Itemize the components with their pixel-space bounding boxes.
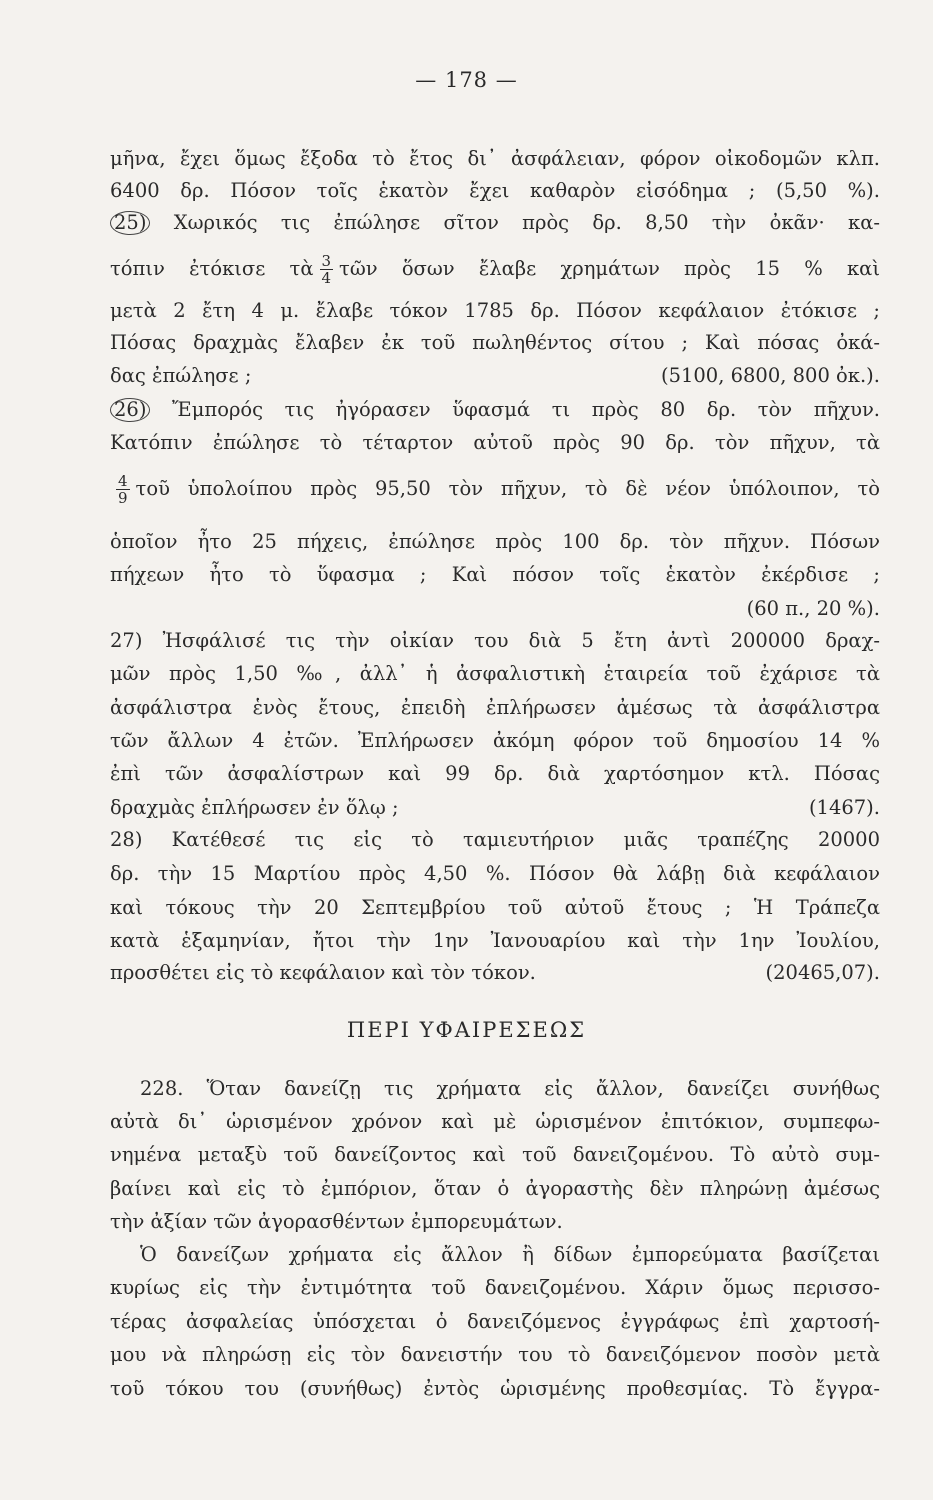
- text-line: αὐτὰ δι᾽ ὡρισμένον χρόνον καὶ μὲ ὡρισμένον ἐπιτόκιον, συμπεφω-: [110, 1110, 880, 1133]
- text-line: προσθέτει εἰς τὸ κεφάλαιον καὶ τὸν τόκον.: [110, 961, 536, 984]
- text-line: κατὰ ἑξαμηνίαν, ἤτοι τὴν 1ην Ἰανουαρίου καὶ τὴν 1ην Ἰουλίου,: [110, 929, 880, 952]
- text-line: 6400 δρ. Πόσον τοῖς ἑκατὸν ἔχει καθαρὸν εἰσόδημα ; (5,50 %).: [110, 179, 880, 202]
- text-line: ἀσφάλιστρα ἑνὸς ἔτους, ἐπειδὴ ἐπλήρωσεν ἀμέσως τὰ ἀσφάλιστρα: [110, 696, 880, 719]
- problem-number-25: 25): [110, 211, 150, 235]
- text-line: κυρίως εἰς τὴν ἐντιμότητα τοῦ δανειζομένου. Χάριν ὅμως περισσο-: [110, 1276, 880, 1299]
- answer: (60 π., 20 %).: [746, 597, 880, 620]
- text-line: τόπιν ἐτόκισε τὰ $\frac{3}{4}$ τῶν ὅσων ἔλαβε χρημάτων πρὸς 15 % καὶ: [110, 252, 880, 287]
- text-line: ὁποῖον ἦτο 25 πήχεις, ἐπώλησε πρὸς 100 δρ. τὸν πῆχυν. Πόσων: [110, 530, 880, 553]
- text-line: 228. Ὅταν δανείζῃ τις χρήματα εἰς ἄλλον, δανείζει συνήθως: [140, 1077, 880, 1100]
- text-line: Κατόπιν ἐπώλησε τὸ τέταρτον αὐτοῦ πρὸς 90 δρ. τὸν πῆχυν, τὰ: [110, 431, 880, 454]
- page-number: — 178 —: [415, 68, 518, 92]
- answer: (5100, 6800, 800 ὀκ.).: [660, 364, 880, 387]
- answer: (20465,07).: [765, 961, 880, 984]
- text-line: πήχεων ἦτο τὸ ὕφασμα ; Καὶ πόσον τοῖς ἑκατὸν ἐκέρδισε ;: [110, 563, 880, 586]
- answer: (1467).: [808, 796, 880, 819]
- text-line: τῶν ἄλλων 4 ἐτῶν. Ἐπλήρωσεν ἀκόμη φόρον τοῦ δημοσίου 14 %: [110, 729, 880, 752]
- text-line: τὴν ἀξίαν τῶν ἀγορασθέντων ἐμπορευμάτων.: [110, 1210, 563, 1233]
- text-line: καὶ τόκους τὴν 20 Σεπτεμβρίου τοῦ αὐτοῦ ἔτους ; Ἡ Τράπεζα: [110, 896, 880, 919]
- text-line: νημένα μεταξὺ τοῦ δανείζοντος καὶ τοῦ δανειζομένου. Τὸ αὐτὸ συμ-: [110, 1143, 880, 1166]
- text-line: δρ. τὴν 15 Μαρτίου πρὸς 4,50 %. Πόσον θὰ λάβῃ διὰ κεφάλαιον: [110, 862, 880, 885]
- text-line: μῶν πρὸς 1,50 ‰, ἀλλ᾽ ἡ ἀσφαλιστικὴ ἑταιρεία τοῦ ἐχάρισε τὰ: [110, 662, 880, 685]
- fraction-3-4: $\frac{3}{4}$: [321, 252, 332, 287]
- text-line: δραχμὰς ἐπλήρωσεν ἐν ὅλῳ ;: [110, 796, 399, 819]
- text-line: δας ἐπώλησε ;: [110, 364, 252, 387]
- problem-number-26: 26): [110, 398, 150, 422]
- text-line: $\frac{4}{9}$ τοῦ ὑπολοίπου πρὸς 95,50 τὸν πῆχυν, τὸ δὲ νέον ὑπόλοιπον, τὸ: [118, 472, 880, 507]
- text-line: μου νὰ πληρώσῃ εἰς τὸν δανειστήν του τὸ δανειζόμενον ποσὸν μετὰ: [110, 1343, 880, 1366]
- text-line: 26) Ἔμπορός τις ἠγόρασεν ὕφασμά τι πρὸς 80 δρ. τὸν πῆχυν.: [110, 397, 880, 423]
- text-line: 25) Χωρικός τις ἐπώλησε σῖτον πρὸς δρ. 8,50 τὴν ὀκᾶν· κα-: [110, 210, 880, 236]
- text-line: μετὰ 2 ἔτη 4 μ. ἔλαβε τόκον 1785 δρ. Πόσον κεφάλαιον ἐτόκισε ;: [110, 299, 880, 322]
- text-line: τέρας ἀσφαλείας ὑπόσχεται ὁ δανειζόμενος ἐγγράφως ἐπὶ χαρτοσή-: [110, 1310, 880, 1333]
- fraction-4-9: $\frac{4}{9}$: [118, 472, 128, 507]
- text-line: ἐπὶ τῶν ἀσφαλίστρων καὶ 99 δρ. διὰ χαρτόσημον κτλ. Πόσας: [110, 762, 880, 785]
- text-line: Πόσας δραχμὰς ἔλαβεν ἐκ τοῦ πωληθέντος σίτου ; Καὶ πόσας ὀκά-: [110, 331, 880, 354]
- section-heading: ΠΕΡΙ ΥΦΑΙΡΕΣΕΩΣ: [346, 1018, 587, 1042]
- text-line: βαίνει καὶ εἰς τὸ ἐμπόριον, ὅταν ὁ ἀγοραστὴς δὲν πληρώνῃ ἀμέσως: [110, 1177, 880, 1200]
- text-line: 28) Κατέθεσέ τις εἰς τὸ ταμιευτήριον μιᾶς τραπέζης 20000: [110, 828, 880, 851]
- text-line: μῆνα, ἔχει ὅμως ἔξοδα τὸ ἔτος δι᾽ ἀσφάλειαν, φόρον οἰκοδομῶν κλπ.: [110, 147, 880, 170]
- text-line: 27) Ἠσφάλισέ τις τὴν οἰκίαν του διὰ 5 ἔτη ἀντὶ 200000 δραχ-: [110, 629, 880, 652]
- text-line: τοῦ τόκου του (συνήθως) ἐντὸς ὡρισμένης προθεσμίας. Τὸ ἔγγρα-: [110, 1377, 880, 1400]
- text-line: Ὁ δανείζων χρήματα εἰς ἄλλον ἢ δίδων ἐμπορεύματα βασίζεται: [140, 1243, 880, 1266]
